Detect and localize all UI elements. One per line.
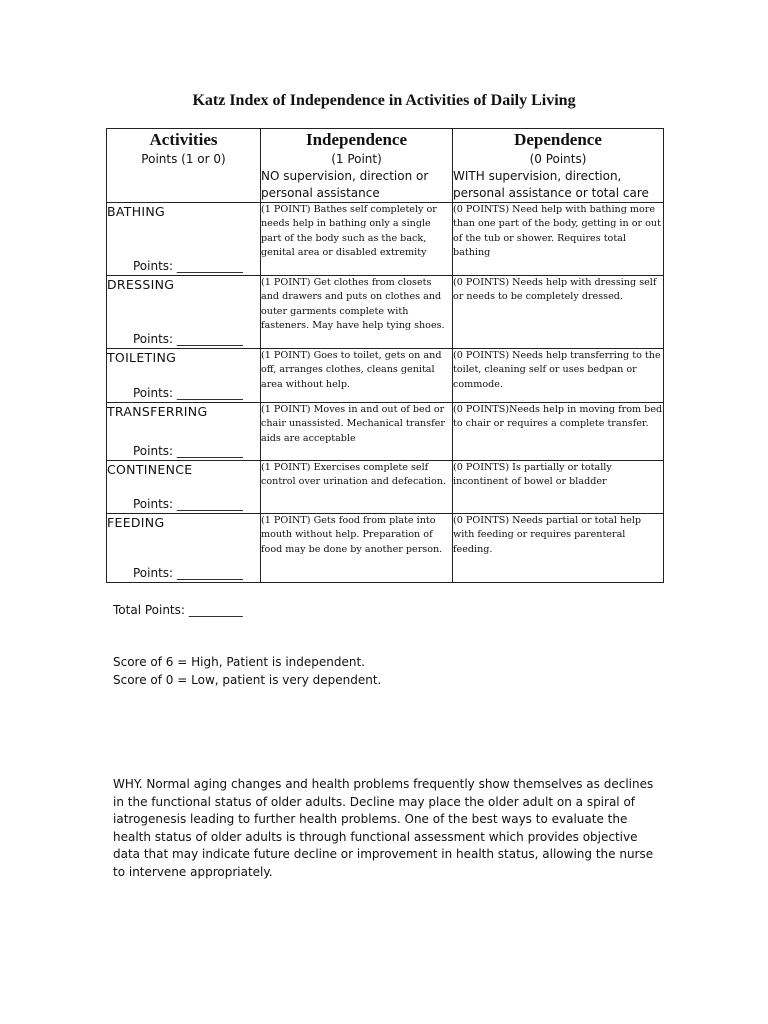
activity-cell bbox=[107, 403, 261, 461]
header-independence bbox=[261, 129, 453, 203]
points-blank: Points: ___________ bbox=[133, 259, 243, 273]
header-activities bbox=[107, 129, 261, 203]
total-points: Total Points: _________ bbox=[113, 603, 243, 617]
header-independence-sub: (1 Point) bbox=[331, 152, 382, 166]
katz-index-table bbox=[106, 128, 664, 583]
independence-cell: (1 POINT) Exercises complete self control over urination and defecation. bbox=[261, 461, 453, 514]
dependence-cell: (0 POINTS) Needs help transferring to the toilet, cleaning self or uses bedpan or commode. bbox=[453, 349, 664, 403]
points-blank: Points: ___________ bbox=[133, 444, 243, 458]
header-dependence-desc: WITH supervision, direction, personal assistance or total care bbox=[453, 169, 649, 200]
table-row bbox=[107, 403, 664, 461]
table-row bbox=[107, 276, 664, 349]
header-independence-desc: NO supervision, direction or personal assistance bbox=[261, 169, 429, 200]
activity-name: BATHING bbox=[107, 204, 166, 219]
activity-name: CONTINENCE bbox=[107, 462, 193, 477]
dependence-cell: (0 POINTS) Is partially or totally incontinent of bowel or bladder bbox=[453, 461, 664, 514]
activity-cell bbox=[107, 203, 261, 276]
independence-cell: (1 POINT) Get clothes from closets and drawers and puts on clothes and outer garments complete with fasteners. May have help tying shoes. bbox=[261, 276, 453, 349]
header-dependence bbox=[453, 129, 664, 203]
independence-cell: (1 POINT) Gets food from plate into mouth without help. Preparation of food may be done by another person. bbox=[261, 514, 453, 583]
score-high-note: Score of 6 = High, Patient is independent. bbox=[113, 655, 365, 669]
score-low-note: Score of 0 = Low, patient is very dependent. bbox=[113, 673, 382, 687]
table-row bbox=[107, 203, 664, 276]
header-dependence-title: Dependence bbox=[514, 130, 602, 149]
why-paragraph: WHY. Normal aging changes and health problems frequently show themselves as declines in the functional status of older adults. Decline may place the older adult on a spiral of iatrogenesis leading to further health problems. One of the best ways to evaluate the health status of older adults is through functional assessment which provides objective data that may indicate future decline or improvement in health status, allowing the nurse to intervene appropriately. bbox=[113, 777, 654, 879]
table-row bbox=[107, 514, 664, 583]
activity-cell bbox=[107, 461, 261, 514]
activity-cell bbox=[107, 349, 261, 403]
header-dependence-sub: (0 Points) bbox=[529, 152, 587, 166]
dependence-cell: (0 POINTS) Needs help with dressing self or needs to be completely dressed. bbox=[453, 276, 664, 349]
points-blank: Points: ___________ bbox=[133, 497, 243, 511]
independence-cell: (1 POINT) Bathes self completely or needs help in bathing only a single part of the body such as the back, genital area or disabled extremity bbox=[261, 203, 453, 276]
activity-name: DRESSING bbox=[107, 277, 175, 292]
header-activities-sub: Points (1 or 0) bbox=[141, 152, 226, 166]
header-independence-title: Independence bbox=[305, 130, 408, 149]
dependence-cell: (0 POINTS)Needs help in moving from bed to chair or requires a complete transfer. bbox=[453, 403, 664, 461]
activity-name: FEEDING bbox=[107, 515, 165, 530]
points-blank: Points: ___________ bbox=[133, 386, 243, 400]
dependence-cell: (0 POINTS) Need help with bathing more than one part of the body, getting in or out of the tub or shower. Requires total bathing bbox=[453, 203, 664, 276]
points-blank: Points: ___________ bbox=[133, 332, 243, 346]
independence-cell: (1 POINT) Goes to toilet, gets on and off, arranges clothes, cleans genital area without help. bbox=[261, 349, 453, 403]
table-header-row bbox=[107, 129, 664, 203]
independence-cell: (1 POINT) Moves in and out of bed or chair unassisted. Mechanical transfer aids are acceptable bbox=[261, 403, 453, 461]
table-row bbox=[107, 461, 664, 514]
document-title: Katz Index of Independence in Activities of Daily Living bbox=[192, 92, 576, 109]
table-row bbox=[107, 349, 664, 403]
header-activities-title: Activities bbox=[149, 130, 218, 149]
activity-cell bbox=[107, 276, 261, 349]
dependence-cell: (0 POINTS) Needs partial or total help with feeding or requires parenteral feeding. bbox=[453, 514, 664, 583]
points-blank: Points: ___________ bbox=[133, 566, 243, 580]
activity-name: TRANSFERRING bbox=[107, 404, 208, 419]
activity-name: TOILETING bbox=[107, 350, 177, 365]
activity-cell bbox=[107, 514, 261, 583]
